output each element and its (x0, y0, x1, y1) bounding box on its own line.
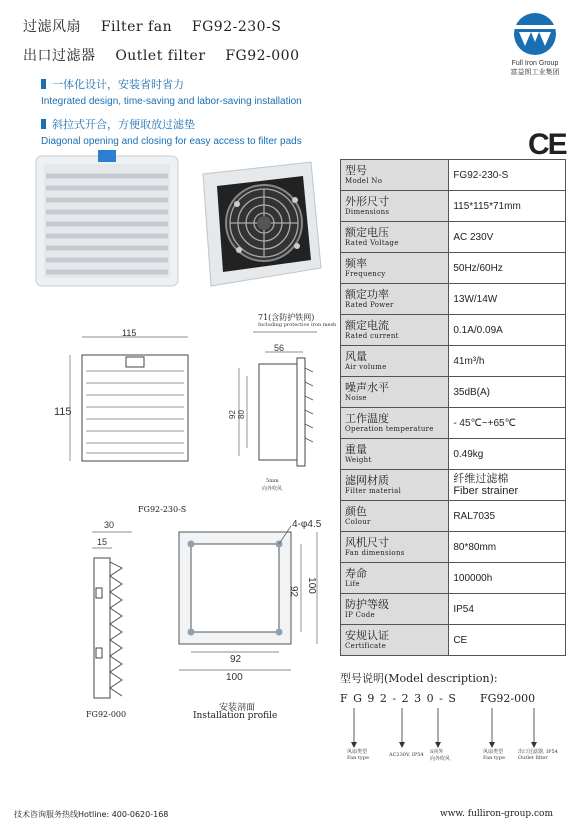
spec-value: 0.49kg (449, 439, 566, 470)
spec-value: 41m³/h (449, 346, 566, 377)
model-desc-leaders (340, 706, 570, 754)
spec-row: 额定电压 Rated Voltage AC 230V (341, 222, 566, 253)
model-label-1: 风扇类型 Fan type (347, 749, 369, 761)
ce-mark: CE (528, 128, 566, 161)
profile-cn: 安装剖面 (219, 703, 256, 713)
logo-name-en: Full Iron Group (511, 60, 559, 67)
spec-row: 滤网材质 Filter material 纤维过滤棉 Fiber strainer (341, 470, 566, 501)
spec-row: 额定功率 Rated Power 13W/14W (341, 284, 566, 315)
title-model-2: FG92-000 (225, 48, 300, 64)
model-desc-title: 型号说明(Model description): (340, 672, 498, 685)
dim-width-115: 115 (122, 328, 137, 338)
drawing-cutout (175, 520, 335, 680)
feature-1-en: Integrated design, time-saving and labor-saving installation (41, 96, 302, 107)
depth-label: 71(含防护铁网) (258, 313, 315, 322)
spec-value: - 45℃~+65℃ (449, 408, 566, 439)
model-code-1: F G 9 2 - 2 3 0 - S (340, 692, 457, 705)
title-en: Filter fan (100, 19, 173, 35)
dim-height-115: 115 (54, 406, 72, 418)
model-code-2: FG92-000 (480, 692, 536, 705)
side-note-sub: 向外吹风 (262, 486, 283, 492)
depth-sub: Including protective iron mesh (258, 322, 337, 328)
title-model: FG92-230-S (191, 19, 282, 35)
spec-value: RAL7035 (449, 501, 566, 532)
title-line-1 (23, 16, 281, 36)
dim-92-vertical: 92 (288, 585, 300, 598)
side-note: 5mm (266, 478, 279, 484)
spec-value: AC 230V (449, 222, 566, 253)
dim-15: 15 (97, 537, 108, 547)
spec-row: 噪声水平 Noise 35dB(A) (341, 377, 566, 408)
spec-value: 50Hz/60Hz (449, 253, 566, 284)
caption-fg92-000: FG92-000 (86, 710, 127, 719)
spec-row: 重量 Weight 0.49kg (341, 439, 566, 470)
spec-value: 0.1A/0.09A (449, 315, 566, 346)
bullet-icon (41, 79, 46, 89)
dim-30: 30 (104, 520, 115, 530)
footer-hotline: 技术咨询服务热线Hotline: 400-0620-168 (14, 810, 169, 819)
spec-value: FG92-230-S (449, 160, 566, 191)
dim-56: 56 (274, 343, 285, 353)
company-logo (505, 12, 565, 77)
bullet-icon (41, 119, 46, 129)
spec-table (340, 159, 566, 656)
spec-row: 外形尺寸 Dimensions 115*115*71mm (341, 191, 566, 222)
dim-100-horizontal: 100 (226, 672, 243, 683)
footer-website[interactable]: www. fulliron-group.com (440, 809, 553, 819)
spec-value: 100000h (449, 563, 566, 594)
drawing-side-fan (225, 328, 320, 478)
caption-fg92-230-s: FG92-230-S (138, 505, 187, 514)
feature-2-cn: 斜拉式开合，方便取放过滤垫 (52, 118, 195, 131)
title-en-2: Outlet filter (115, 48, 206, 64)
logo-icon (505, 12, 565, 56)
spec-row: 安规认证 Certificate CE (341, 625, 566, 656)
product-photo-back (193, 160, 325, 290)
drawing-front-fan (40, 325, 200, 475)
spec-value: IP54 (449, 594, 566, 625)
dim-92: 92 (227, 410, 237, 419)
product-photo-front (32, 150, 182, 290)
spec-row: 寿命 Life 100000h (341, 563, 566, 594)
spec-value: 纤维过滤棉 Fiber strainer (449, 470, 566, 501)
spec-row: 型号 Model No FG92-230-S (341, 160, 566, 191)
spec-row: 风量 Air volume 41m³/h (341, 346, 566, 377)
title-line-2 (23, 45, 300, 65)
drawing-side-filter (88, 528, 138, 708)
model-label-4: 风扇类型 Fan type (483, 749, 505, 761)
dim-100-vertical: 100 (305, 577, 317, 594)
title-cn: 过滤风扇 (23, 19, 81, 35)
model-label-2: AC230V, IP54 (389, 752, 424, 758)
spec-value: CE (449, 625, 566, 656)
dim-80: 80 (236, 410, 246, 419)
spec-row: 防护等级 IP Code IP54 (341, 594, 566, 625)
spec-value: 80*80mm (449, 532, 566, 563)
spec-value: 13W/14W (449, 284, 566, 315)
dim-92-horizontal: 92 (230, 654, 242, 665)
feature-1 (41, 76, 302, 107)
model-label-5: 出口过滤器, IP54 Outlet filter (518, 749, 558, 761)
spec-row: 颜色 Colour RAL7035 (341, 501, 566, 532)
spec-row: 频率 Frequency 50Hz/60Hz (341, 253, 566, 284)
feature-2-en: Diagonal opening and closing for easy access to filter pads (41, 136, 302, 147)
profile-en: Installation profile (193, 711, 278, 721)
logo-name-cn: 富益朗工业集团 (510, 68, 560, 76)
spec-row: 工作温度 Operation temperature - 45℃~+65℃ (341, 408, 566, 439)
title-cn-2: 出口过滤器 (23, 48, 96, 64)
spec-value: 35dB(A) (449, 377, 566, 408)
spec-row: 额定电流 Rated current 0.1A/0.09A (341, 315, 566, 346)
spec-value: 115*115*71mm (449, 191, 566, 222)
feature-2 (41, 116, 302, 147)
spec-row: 风机尺寸 Fan dimensions 80*80mm (341, 532, 566, 563)
hole-label: 4-φ4.5 (292, 519, 322, 530)
feature-1-cn: 一体化设计，安装省时省力 (52, 78, 184, 91)
model-label-3: S向外 向外吹风 (430, 749, 451, 762)
